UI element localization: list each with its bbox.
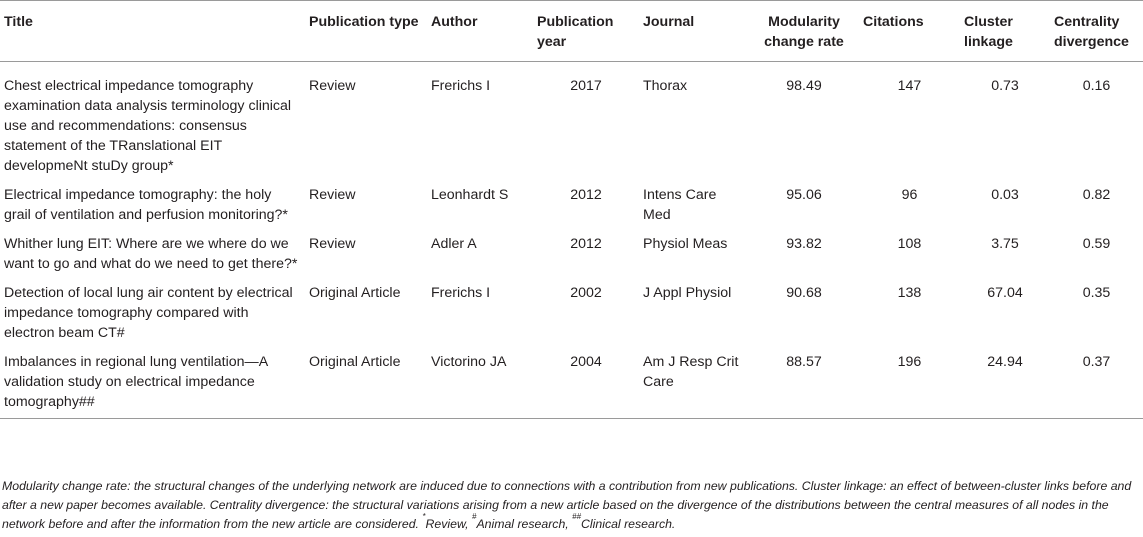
- cell-citations: 108: [897, 236, 922, 252]
- table-row: [0, 276, 1143, 345]
- table-row: [0, 62, 1143, 179]
- cell-cluster-linkage: 0.73: [991, 78, 1019, 94]
- cell-title: Imbalances in regional lung ventilation—A validation study on electrical impedance tomography##: [4, 354, 268, 410]
- col-header-cluster-linkage: Cluster linkage: [964, 14, 1013, 50]
- cell-citations: 147: [897, 78, 922, 94]
- cell-journal: J Appl Physiol: [643, 285, 732, 301]
- cell-publication-year: 2004: [570, 354, 602, 370]
- cell-cluster-linkage: 3.75: [991, 236, 1019, 252]
- cell-modularity-change-rate: 90.68: [786, 285, 822, 301]
- cell-centrality-divergence: 0.37: [1082, 354, 1111, 370]
- cell-modularity-change-rate: 98.49: [786, 78, 822, 94]
- footnote-label-animal: Animal research,: [476, 517, 569, 531]
- cell-citations: 196: [897, 354, 922, 370]
- cell-publication-year: 2012: [570, 236, 602, 252]
- cell-journal: Intens Care Med: [643, 187, 717, 223]
- col-header-publication-type: Publication type: [309, 14, 419, 30]
- cell-title: Whither lung EIT: Where are we where do we want to go and what do we need to get there?*: [4, 236, 298, 272]
- table-row: [0, 178, 1143, 227]
- cell-journal: Am J Resp Crit Care: [643, 354, 739, 390]
- cell-centrality-divergence: 0.82: [1082, 187, 1111, 203]
- cell-citations: 138: [897, 285, 922, 301]
- footnote-label-clinical: Clinical research.: [581, 517, 676, 531]
- footnote-mark-clinical: ##: [572, 511, 582, 521]
- cell-title: Detection of local lung air content by electrical impedance tomography compared with electron beam CT#: [4, 285, 293, 341]
- cell-author: Frerichs I: [431, 285, 491, 301]
- table-row: [0, 227, 1143, 276]
- cell-title: Chest electrical impedance tomography examination data analysis terminology clinical use and recommendations: consensus statement of the TRanslational EIT developmeNt stuDy group*: [4, 78, 292, 174]
- cell-cluster-linkage: 24.94: [987, 354, 1023, 370]
- col-header-title: Title: [4, 14, 33, 30]
- cell-modularity-change-rate: 88.57: [786, 354, 822, 370]
- table-row: [0, 345, 1143, 419]
- cell-modularity-change-rate: 93.82: [786, 236, 822, 252]
- cell-publication-type: Review: [309, 187, 356, 203]
- cell-publication-type: Review: [309, 78, 356, 94]
- col-header-citations: Citations: [863, 14, 924, 30]
- col-header-centrality-divergence: Centrality divergence: [1054, 14, 1129, 50]
- col-header-publication-year: Publication year: [537, 14, 614, 50]
- footnote-label-review: Review,: [425, 517, 469, 531]
- cell-author: Leonhardt S: [431, 187, 509, 203]
- cell-publication-type: Original Article: [309, 285, 401, 301]
- cell-publication-year: 2012: [570, 187, 602, 203]
- cell-citations: 96: [901, 187, 918, 203]
- cell-author: Frerichs I: [431, 78, 491, 94]
- cell-centrality-divergence: 0.35: [1082, 285, 1111, 301]
- cell-modularity-change-rate: 95.06: [786, 187, 822, 203]
- cell-centrality-divergence: 0.16: [1082, 78, 1111, 94]
- cell-cluster-linkage: 0.03: [991, 187, 1019, 203]
- cell-centrality-divergence: 0.59: [1082, 236, 1111, 252]
- cell-publication-type: Review: [309, 236, 356, 252]
- cell-publication-year: 2002: [570, 285, 602, 301]
- cell-cluster-linkage: 67.04: [987, 285, 1023, 301]
- table-footnote: [2, 477, 1140, 534]
- cell-journal: Thorax: [643, 78, 688, 94]
- cell-author: Victorino JA: [431, 354, 507, 370]
- footnote-mark-review: *: [422, 511, 426, 521]
- cell-journal: Physiol Meas: [643, 236, 728, 252]
- footnote-mark-animal: #: [471, 511, 477, 521]
- cell-publication-year: 2017: [570, 78, 602, 94]
- col-header-author: Author: [431, 14, 478, 30]
- footnote-definitions: Modularity change rate: the structural changes of the underlying network are induced due to connections with a contribution from new publications. Cluster linkage: an effect of between-cluster links before and after a new paper becomes available. Centrality divergence: the structural variations arising from a new article based on the divergence of the distributions between the central measures of all nodes in the network before and after the information from the new article are considered.: [2, 479, 1132, 531]
- cell-title: Electrical impedance tomography: the holy grail of ventilation and perfusion monitoring?*: [4, 187, 288, 223]
- col-header-journal: Journal: [643, 14, 695, 30]
- cell-publication-type: Original Article: [309, 354, 401, 370]
- cell-author: Adler A: [431, 236, 477, 252]
- col-header-modularity-change-rate: Modularity change rate: [764, 14, 844, 50]
- header-row: [0, 1, 1143, 62]
